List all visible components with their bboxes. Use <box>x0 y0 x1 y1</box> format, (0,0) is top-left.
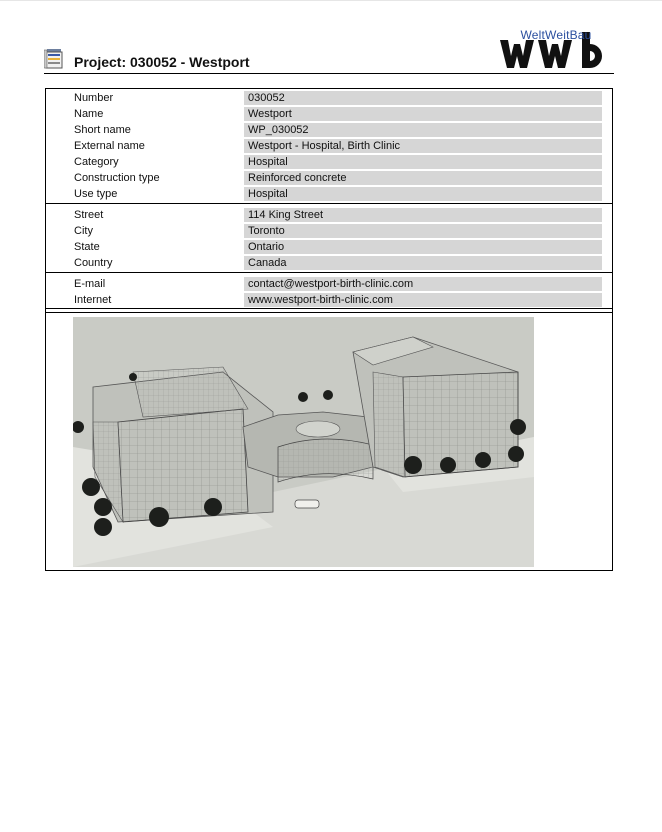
field-label: Category <box>74 156 119 168</box>
field-value: Reinforced concrete <box>244 171 602 185</box>
section-divider <box>46 272 612 273</box>
field-row-country <box>46 255 612 271</box>
field-row-internet <box>46 292 612 308</box>
building-rendering-image <box>73 317 534 567</box>
field-value: Westport <box>244 107 602 121</box>
project-icon <box>44 48 64 70</box>
header-rule <box>44 73 614 74</box>
field-label: Street <box>74 209 104 221</box>
general-section <box>46 89 612 202</box>
field-row-use-type <box>46 186 612 202</box>
field-label: Construction type <box>74 172 160 184</box>
field-value: 030052 <box>244 91 602 105</box>
field-row-state <box>46 239 612 255</box>
section-divider <box>46 308 612 309</box>
field-value: WP_030052 <box>244 123 602 137</box>
wwb-logo <box>498 28 614 72</box>
field-value: www.westport-birth-clinic.com <box>244 293 602 307</box>
field-value: Toronto <box>244 224 602 238</box>
field-value: Ontario <box>244 240 602 254</box>
field-row-email <box>46 276 612 292</box>
page-top-edge <box>0 0 662 1</box>
report-header <box>44 28 614 74</box>
contact-section <box>46 276 612 310</box>
field-row-city <box>46 223 612 239</box>
field-value: Hospital <box>244 187 602 201</box>
field-value: contact@westport-birth-clinic.com <box>244 277 602 291</box>
field-label: Use type <box>74 188 118 200</box>
field-value: Canada <box>244 256 602 270</box>
address-section <box>46 207 612 273</box>
section-divider <box>46 312 612 313</box>
field-value: Hospital <box>244 155 602 169</box>
field-label: Number <box>74 92 114 104</box>
field-label: Internet <box>74 294 112 306</box>
field-row-street <box>46 207 612 223</box>
field-label: Country <box>74 257 113 269</box>
field-row-construction-type <box>46 170 612 186</box>
field-label: E-mail <box>74 278 106 290</box>
section-divider <box>46 203 612 204</box>
field-row-short-name <box>46 122 612 138</box>
field-value: Westport - Hospital, Birth Clinic <box>244 139 602 153</box>
field-value: 114 King Street <box>244 208 602 222</box>
page-title: Project: 030052 - Westport <box>74 54 250 70</box>
field-label: City <box>74 225 93 237</box>
logo-text: WeltWeitBau <box>520 28 592 42</box>
field-label: Name <box>74 108 104 120</box>
field-row-name <box>46 106 612 122</box>
field-row-external-name <box>46 138 612 154</box>
field-label: Short name <box>74 124 131 136</box>
project-details-sheet <box>45 88 613 571</box>
field-label: State <box>74 241 100 253</box>
field-row-category <box>46 154 612 170</box>
field-row-number <box>46 90 612 106</box>
field-label: External name <box>74 140 145 152</box>
